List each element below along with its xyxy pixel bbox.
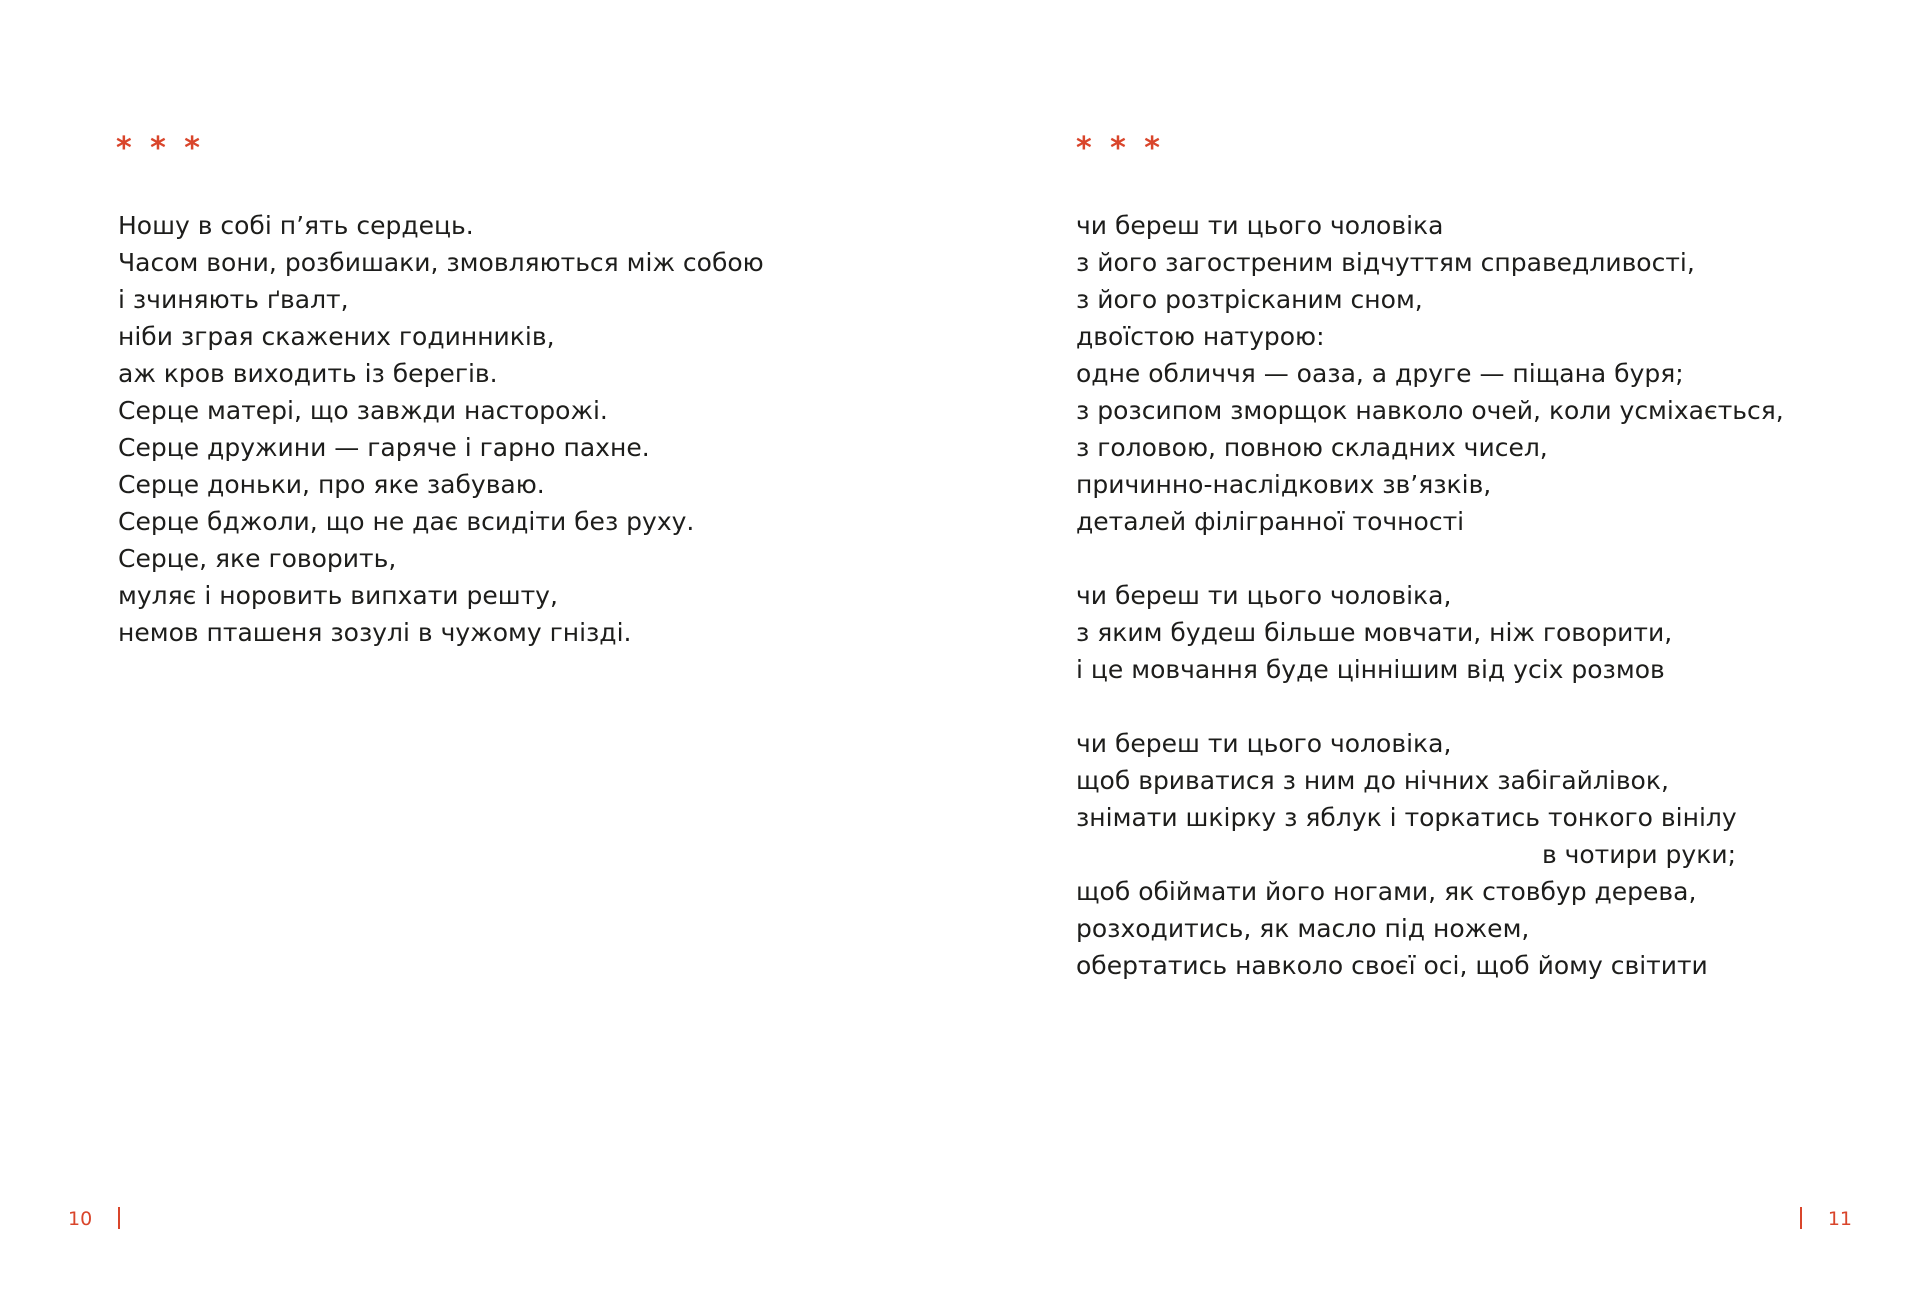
poem-line: і це мовчання буде ціннішим від усіх розмов <box>1076 655 1665 684</box>
poem-line: Ношу в собі п’ять сердець. <box>118 211 474 240</box>
section-ornament: * * * <box>116 131 204 166</box>
poem-line: Серце матері, що завжди насторожі. <box>118 396 608 425</box>
poem <box>118 207 764 651</box>
section-ornament: * * * <box>1076 131 1164 166</box>
poem-line: двоїстою натурою: <box>1076 322 1325 351</box>
poem-line: одне обличчя — оаза, а друге — піщана буря; <box>1076 359 1684 388</box>
poem-line: щоб вриватися з ним до нічних забігайлівок, <box>1076 766 1669 795</box>
page-number: 10 <box>68 1208 93 1230</box>
folio <box>68 1204 120 1234</box>
poem-line: чи береш ти цього чоловіка, <box>1076 581 1452 610</box>
stanza <box>1076 577 1776 688</box>
folio-divider <box>118 1207 120 1229</box>
poem-line: з його загостреним відчуттям справедливості, <box>1076 248 1695 277</box>
poem-line: чи береш ти цього чоловіка, <box>1076 729 1452 758</box>
poem-line: Серце, яке говорить, <box>118 544 397 573</box>
poem-line: щоб обіймати його ногами, як стовбур дерева, <box>1076 877 1697 906</box>
folio-divider <box>1800 1207 1802 1229</box>
folio <box>1800 1204 1852 1234</box>
poem-line: розходитись, як масло під ножем, <box>1076 914 1530 943</box>
poem-line: немов пташеня зозулі в чужому гнізді. <box>118 618 632 647</box>
poem-line: і зчиняють ґвалт, <box>118 285 349 314</box>
page-number: 11 <box>1827 1208 1852 1230</box>
stanza <box>1076 725 1776 984</box>
poem-line: Серце доньки, про яке забуваю. <box>118 470 545 499</box>
poem-line: аж кров виходить із берегів. <box>118 359 498 388</box>
poem-line: з його розтрісканим сном, <box>1076 285 1423 314</box>
poem-line: знімати шкірку з яблук і торкатись тонкого вінілу <box>1076 803 1737 832</box>
poem-line: Серце дружини — гаряче і гарно пахне. <box>118 433 650 462</box>
poem-line: Часом вони, розбишаки, змовляються між собою <box>118 248 764 277</box>
poem <box>1076 207 1784 984</box>
poem-line: причинно-наслідкових зв’язків, <box>1076 470 1492 499</box>
poem-line: з яким будеш більше мовчати, ніж говорити, <box>1076 618 1673 647</box>
poem-line: з головою, повною складних чисел, <box>1076 433 1548 462</box>
poem-line: муляє і норовить випхати решту, <box>118 581 558 610</box>
poem-line: чи береш ти цього чоловіка <box>1076 211 1444 240</box>
poem-line: з розсипом зморщок навколо очей, коли усміхається, <box>1076 396 1784 425</box>
poem-line: Серце бджоли, що не дає всидіти без руху. <box>118 507 695 536</box>
right-page <box>960 0 1920 1304</box>
poem-line: ніби зграя скажених годинників, <box>118 322 555 351</box>
poem-line: в чотири руки; <box>1541 840 1736 869</box>
poem-line: деталей філігранної точності <box>1076 507 1465 536</box>
poem-line: обертатись навколо своєї осі, щоб йому світити <box>1076 951 1708 980</box>
stanza <box>1076 207 1784 540</box>
